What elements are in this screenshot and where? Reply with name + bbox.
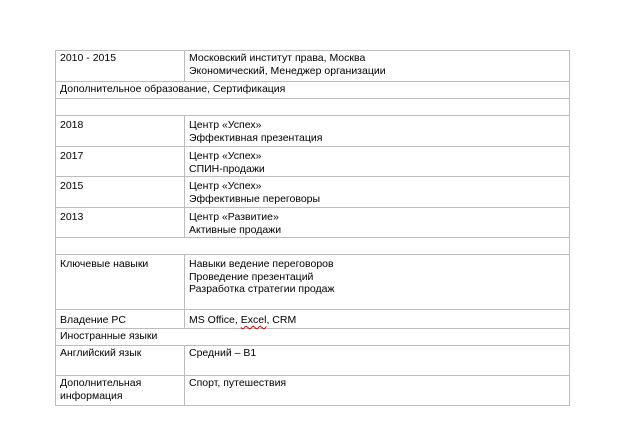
education-specialty: Экономический, Менеджер организации — [189, 64, 386, 77]
cert-row-2017 — [56, 147, 570, 177]
cert-center: Центр «Успех» — [189, 150, 262, 162]
cert-center: Центр «Развитие» — [189, 211, 279, 223]
english-row — [56, 346, 570, 376]
cert-year: 2017 — [56, 147, 185, 177]
spacer-row — [56, 238, 570, 255]
skill-item: Разработка стратегии продаж — [189, 283, 335, 295]
extra-info-row — [56, 376, 570, 406]
english-label: Английский язык — [56, 346, 185, 376]
education-institution: Московский институт права, Москва — [189, 52, 366, 64]
cert-row-2015 — [56, 177, 570, 208]
cert-center: Центр «Успех» — [189, 180, 262, 192]
extra-info-label — [56, 376, 185, 406]
education-row — [56, 51, 570, 82]
cert-row-2018 — [56, 116, 570, 147]
extra-info-value: Спорт, путешествия — [185, 376, 570, 406]
cert-details — [185, 177, 570, 208]
spellcheck-word[interactable]: Excel — [240, 314, 267, 326]
cert-details — [185, 116, 570, 147]
spacer-row — [56, 99, 570, 116]
pc-value — [185, 310, 570, 329]
skill-item: Навыки ведение переговоров — [189, 258, 334, 270]
spacer-cell — [56, 238, 570, 255]
pc-value-end: , CRM — [266, 314, 297, 326]
resume-table — [55, 50, 570, 406]
pc-value-start: MS Office, — [189, 314, 241, 326]
skills-row — [56, 255, 570, 310]
cert-year: 2015 — [56, 177, 185, 208]
cert-year: 2013 — [56, 208, 185, 238]
skills-label: Ключевые навыки — [56, 255, 185, 310]
skill-item: Проведение презентаций — [189, 270, 314, 283]
languages-header-row — [56, 329, 570, 346]
extra-info-label-line2: информация — [60, 389, 123, 402]
cert-course: Эффективные переговоры — [189, 192, 321, 205]
pc-label: Владение PC — [56, 310, 185, 329]
cert-course: Эффективная презентация — [189, 131, 323, 144]
cert-course: СПИН-продажи — [189, 162, 265, 175]
education-years-cell — [56, 51, 185, 82]
languages-header: Иностранные языки — [56, 329, 570, 346]
cert-year: 2018 — [56, 116, 185, 147]
additional-education-header: Дополнительное образование, Сертификация — [56, 82, 570, 99]
additional-education-header-row — [56, 82, 570, 99]
education-years: 2010 - 2015 — [60, 52, 117, 64]
cert-course: Активные продажи — [189, 223, 282, 236]
spacer-cell — [56, 99, 570, 116]
cert-details — [185, 208, 570, 238]
skills-list — [185, 255, 570, 310]
cert-row-2013 — [56, 208, 570, 238]
education-details-cell — [185, 51, 570, 82]
pc-row — [56, 310, 570, 329]
cert-details — [185, 147, 570, 177]
extra-info-label-line1: Дополнительная — [60, 377, 142, 389]
cert-center: Центр «Успех» — [189, 119, 262, 131]
english-level: Средний – В1 — [185, 346, 570, 376]
